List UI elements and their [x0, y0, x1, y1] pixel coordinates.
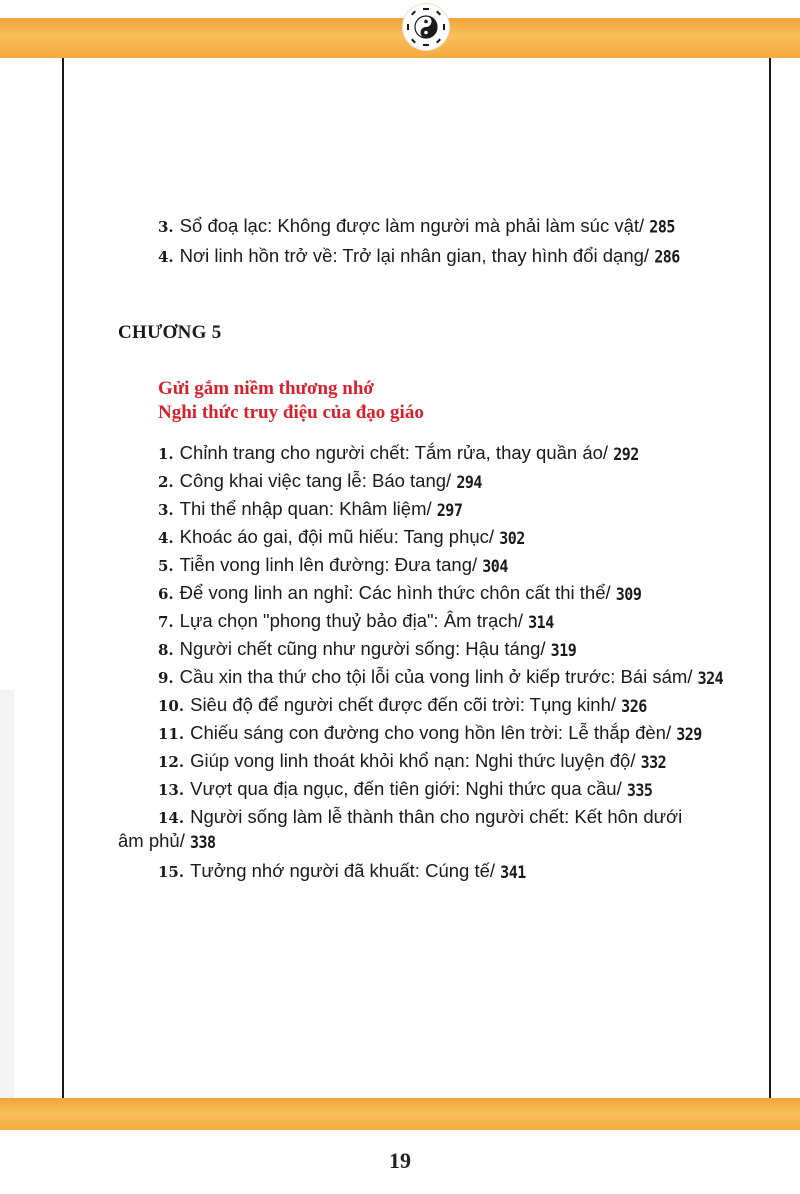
- item-page: 286: [654, 246, 680, 268]
- item-number: 9.: [158, 669, 174, 687]
- item-number: 15.: [158, 863, 185, 881]
- item-text: Siêu độ để người chết được đến cõi trời: Tụng kinh/: [190, 694, 617, 715]
- toc-item: [158, 721, 702, 746]
- item-number: 7.: [158, 613, 174, 631]
- toc-item: [158, 637, 576, 662]
- item-page: 326: [621, 695, 647, 717]
- item-page: 314: [528, 611, 554, 633]
- item-number: 14.: [158, 809, 185, 827]
- item-page: 329: [676, 723, 702, 745]
- toc-item: [158, 859, 526, 884]
- item-page: 319: [550, 639, 577, 661]
- toc-item: [158, 665, 723, 690]
- right-border-line: [769, 58, 771, 1098]
- item-text: Vượt qua địa ngục, đến tiên giới: Nghi thức qua cầu/: [190, 778, 622, 799]
- toc-item: [158, 581, 641, 606]
- item-number: 4.: [158, 529, 174, 547]
- item-page: 285: [649, 216, 675, 238]
- item-number: 6.: [158, 585, 174, 603]
- item-number: 2.: [158, 473, 174, 491]
- item-number: 8.: [158, 641, 174, 659]
- item-number: 1.: [158, 445, 174, 463]
- toc-item: [158, 609, 554, 634]
- toc-item: [158, 693, 647, 718]
- chapter-title-line-2: Nghi thức truy điệu của đạo giáo: [158, 402, 424, 423]
- top-decorative-band: [0, 18, 800, 58]
- toc-item: [158, 244, 680, 269]
- item-text: Người chết cũng như người sống: Hậu táng/: [179, 638, 546, 659]
- item-text: âm phủ/: [118, 830, 185, 851]
- item-page: 335: [626, 779, 653, 801]
- item-text: Công khai việc tang lễ: Báo tang/: [179, 470, 452, 491]
- item-page: 332: [640, 751, 667, 773]
- item-page: 304: [482, 555, 508, 577]
- item-number: 11.: [158, 725, 185, 743]
- toc-item: [158, 469, 482, 494]
- chapter-title-line-1: Gửi gắm niềm thương nhớ: [158, 378, 374, 399]
- item-number: 5.: [158, 557, 174, 575]
- scan-edge-shadow: [0, 690, 14, 1110]
- item-page: 302: [499, 527, 525, 549]
- toc-item: [158, 441, 639, 466]
- item-page: 324: [697, 667, 724, 689]
- item-text: Chiếu sáng con đường cho vong hồn lên trời: Lễ thắp đèn/: [190, 722, 672, 743]
- item-text: Giúp vong linh thoát khỏi khổ nạn: Nghi thức luyện độ/: [190, 750, 636, 771]
- item-text: Lựa chọn "phong thuỷ bảo địa": Âm trạch/: [179, 610, 523, 631]
- toc-item: [158, 497, 462, 522]
- item-text: Tiễn vong linh lên đường: Đưa tang/: [179, 554, 478, 575]
- item-text: Sổ đoạ lạc: Không được làm người mà phải làm súc vật/: [179, 215, 645, 236]
- item-text: Chỉnh trang cho người chết: Tắm rửa, thay quần áo/: [179, 442, 609, 463]
- item-page: 341: [500, 861, 526, 883]
- item-page: 292: [613, 443, 639, 465]
- item-number: 10.: [158, 697, 185, 715]
- chapter-heading: CHƯƠNG 5: [118, 322, 222, 343]
- item-text: Cầu xin tha thứ cho tội lỗi của vong linh ở kiếp trước: Bái sám/: [179, 666, 693, 687]
- bottom-decorative-band: [0, 1098, 800, 1130]
- item-number: 3.: [158, 218, 174, 236]
- item-page: 309: [615, 583, 642, 605]
- item-text: Khoác áo gai, đội mũ hiếu: Tang phục/: [179, 526, 495, 547]
- toc-item-continuation: [118, 829, 216, 854]
- toc-item: [158, 805, 682, 830]
- toc-item: [158, 749, 666, 774]
- item-text: Người sống làm lễ thành thân cho người chết: Kết hôn dưới: [190, 806, 683, 827]
- item-number: 13.: [158, 781, 185, 799]
- item-number: 3.: [158, 501, 174, 519]
- page-number: 19: [389, 1148, 411, 1173]
- item-text: Thi thể nhập quan: Khâm liệm/: [179, 498, 432, 519]
- item-page: 297: [436, 499, 463, 521]
- item-text: Nơi linh hồn trở về: Trở lại nhân gian, thay hình đổi dạng/: [179, 245, 650, 266]
- toc-item: [158, 525, 525, 550]
- item-page: 338: [190, 831, 216, 853]
- item-text: Tưởng nhớ người đã khuất: Cúng tế/: [190, 860, 496, 881]
- toc-item: [158, 553, 508, 578]
- item-number: 12.: [158, 753, 185, 771]
- item-page: 294: [456, 471, 482, 493]
- yin-yang-bagua-icon: [403, 4, 449, 50]
- item-number: 4.: [158, 248, 174, 266]
- toc-item: [158, 777, 652, 802]
- left-border-line: [62, 58, 64, 1098]
- toc-item: [158, 214, 675, 239]
- item-text: Để vong linh an nghỉ: Các hình thức chôn cất thi thể/: [179, 582, 611, 603]
